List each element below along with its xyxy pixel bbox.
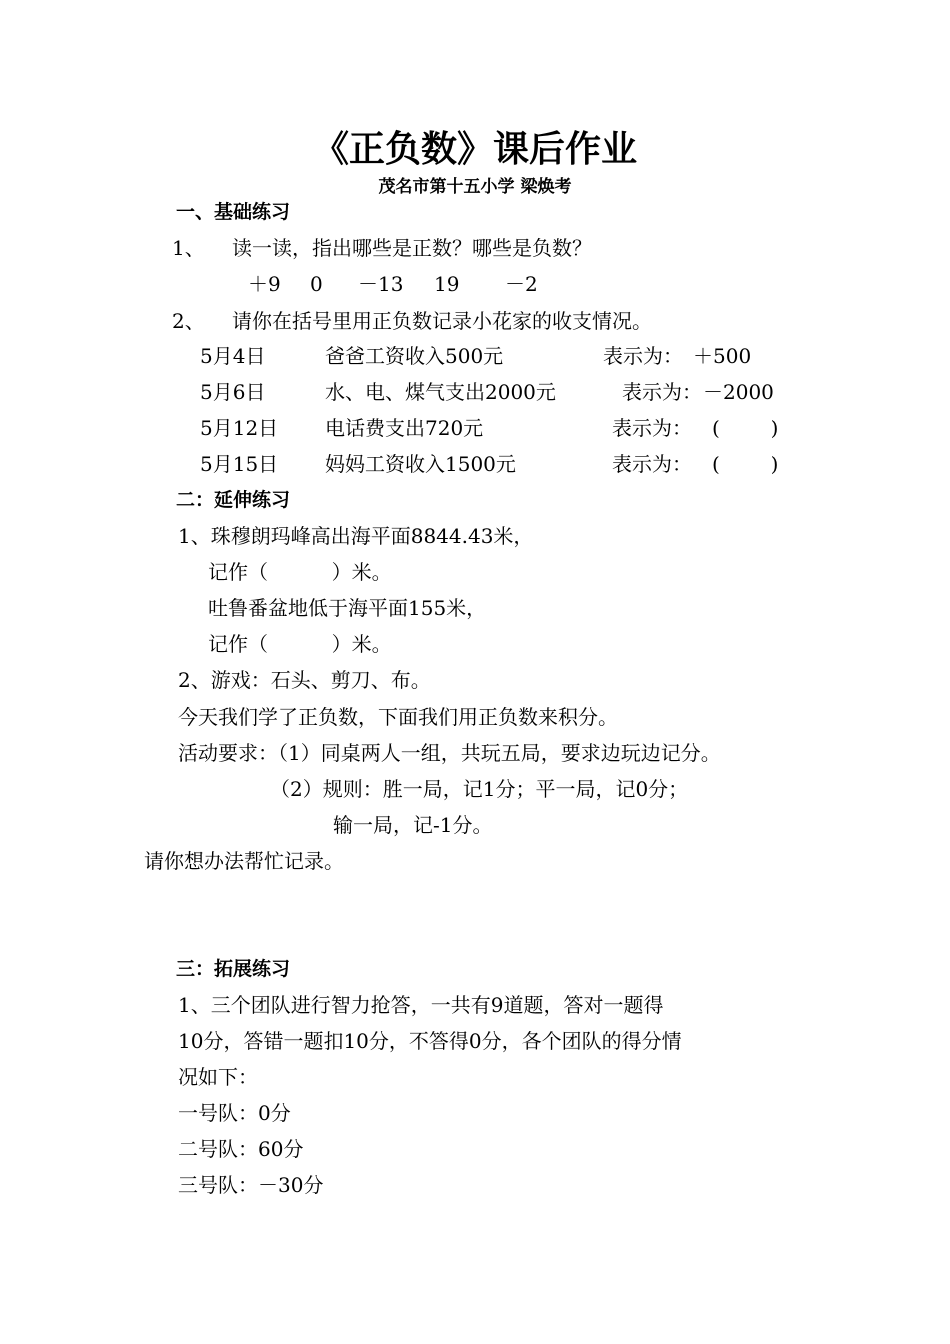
- paragraph-line: 今天我们学了正负数，下面我们用正负数来积分。: [178, 705, 618, 729]
- number-item: ＋9: [248, 272, 281, 296]
- answer-blank: ( ): [712, 416, 779, 440]
- number-item: －13: [358, 272, 404, 296]
- paragraph-line: 请你想办法帮忙记录。: [144, 849, 344, 873]
- ledger-label: 表示为：: [603, 344, 683, 368]
- paragraph-line: 况如下：: [178, 1065, 258, 1089]
- author-line: 茂名市第十五小学 梁焕考: [378, 177, 572, 197]
- team-score: 二号队：60分: [178, 1137, 304, 1161]
- page-title: 《正负数》课后作业: [312, 129, 637, 170]
- paragraph-line: （2）规则：胜一局，记1分；平一局，记0分；: [270, 777, 689, 801]
- paragraph-line: 记作（ ）米。: [208, 560, 392, 584]
- q1-number: 1、: [172, 236, 205, 260]
- ledger-item: 妈妈工资收入1500元: [325, 452, 516, 476]
- number-item: 0: [310, 272, 323, 296]
- paragraph-line: 1、三个团队进行智力抢答，一共有9道题，答对一题得: [178, 993, 664, 1017]
- team-score: 一号队：0分: [178, 1101, 291, 1125]
- paragraph-line: 吐鲁番盆地低于海平面155米，: [208, 596, 487, 620]
- section1-heading: 一、基础练习: [176, 201, 291, 223]
- paragraph-line: 记作（ ）米。: [208, 632, 392, 656]
- section3-heading: 三：拓展练习: [176, 958, 291, 980]
- ledger-date: 5月15日: [200, 452, 279, 476]
- ledger-item: 电话费支出720元: [325, 416, 484, 440]
- ledger-value: ＋500: [693, 344, 752, 368]
- q1-text: 读一读，指出哪些是正数？哪些是负数？: [232, 236, 592, 260]
- q2-number: 2、: [172, 309, 205, 333]
- ledger-label: 表示为：: [622, 380, 702, 404]
- ledger-date: 5月12日: [200, 416, 279, 440]
- ledger-item: 爸爸工资收入500元: [325, 344, 504, 368]
- paragraph-line: 输一局，记-1分。: [333, 813, 493, 837]
- paragraph-line: 2、游戏：石头、剪刀、布。: [178, 668, 431, 692]
- ledger-item: 水、电、煤气支出2000元: [325, 380, 556, 404]
- q2-text: 请你在括号里用正负数记录小花家的收支情况。: [232, 309, 652, 333]
- paragraph-line: 10分，答错一题扣10分，不答得0分，各个团队的得分情: [178, 1029, 682, 1053]
- section2-heading: 二：延伸练习: [176, 489, 291, 511]
- number-item: 19: [434, 272, 460, 296]
- answer-blank: ( ): [712, 452, 779, 476]
- ledger-value: －2000: [703, 380, 774, 404]
- team-score: 三号队：－30分: [178, 1173, 324, 1197]
- ledger-date: 5月6日: [200, 380, 266, 404]
- paragraph-line: 活动要求：（1）同桌两人一组，共玩五局，要求边玩边记分。: [178, 741, 721, 765]
- ledger-label: 表示为：: [612, 452, 692, 476]
- number-item: －2: [505, 272, 538, 296]
- ledger-date: 5月4日: [200, 344, 266, 368]
- paragraph-line: 1、珠穆朗玛峰高出海平面8844.43米，: [178, 524, 534, 548]
- ledger-label: 表示为：: [612, 416, 692, 440]
